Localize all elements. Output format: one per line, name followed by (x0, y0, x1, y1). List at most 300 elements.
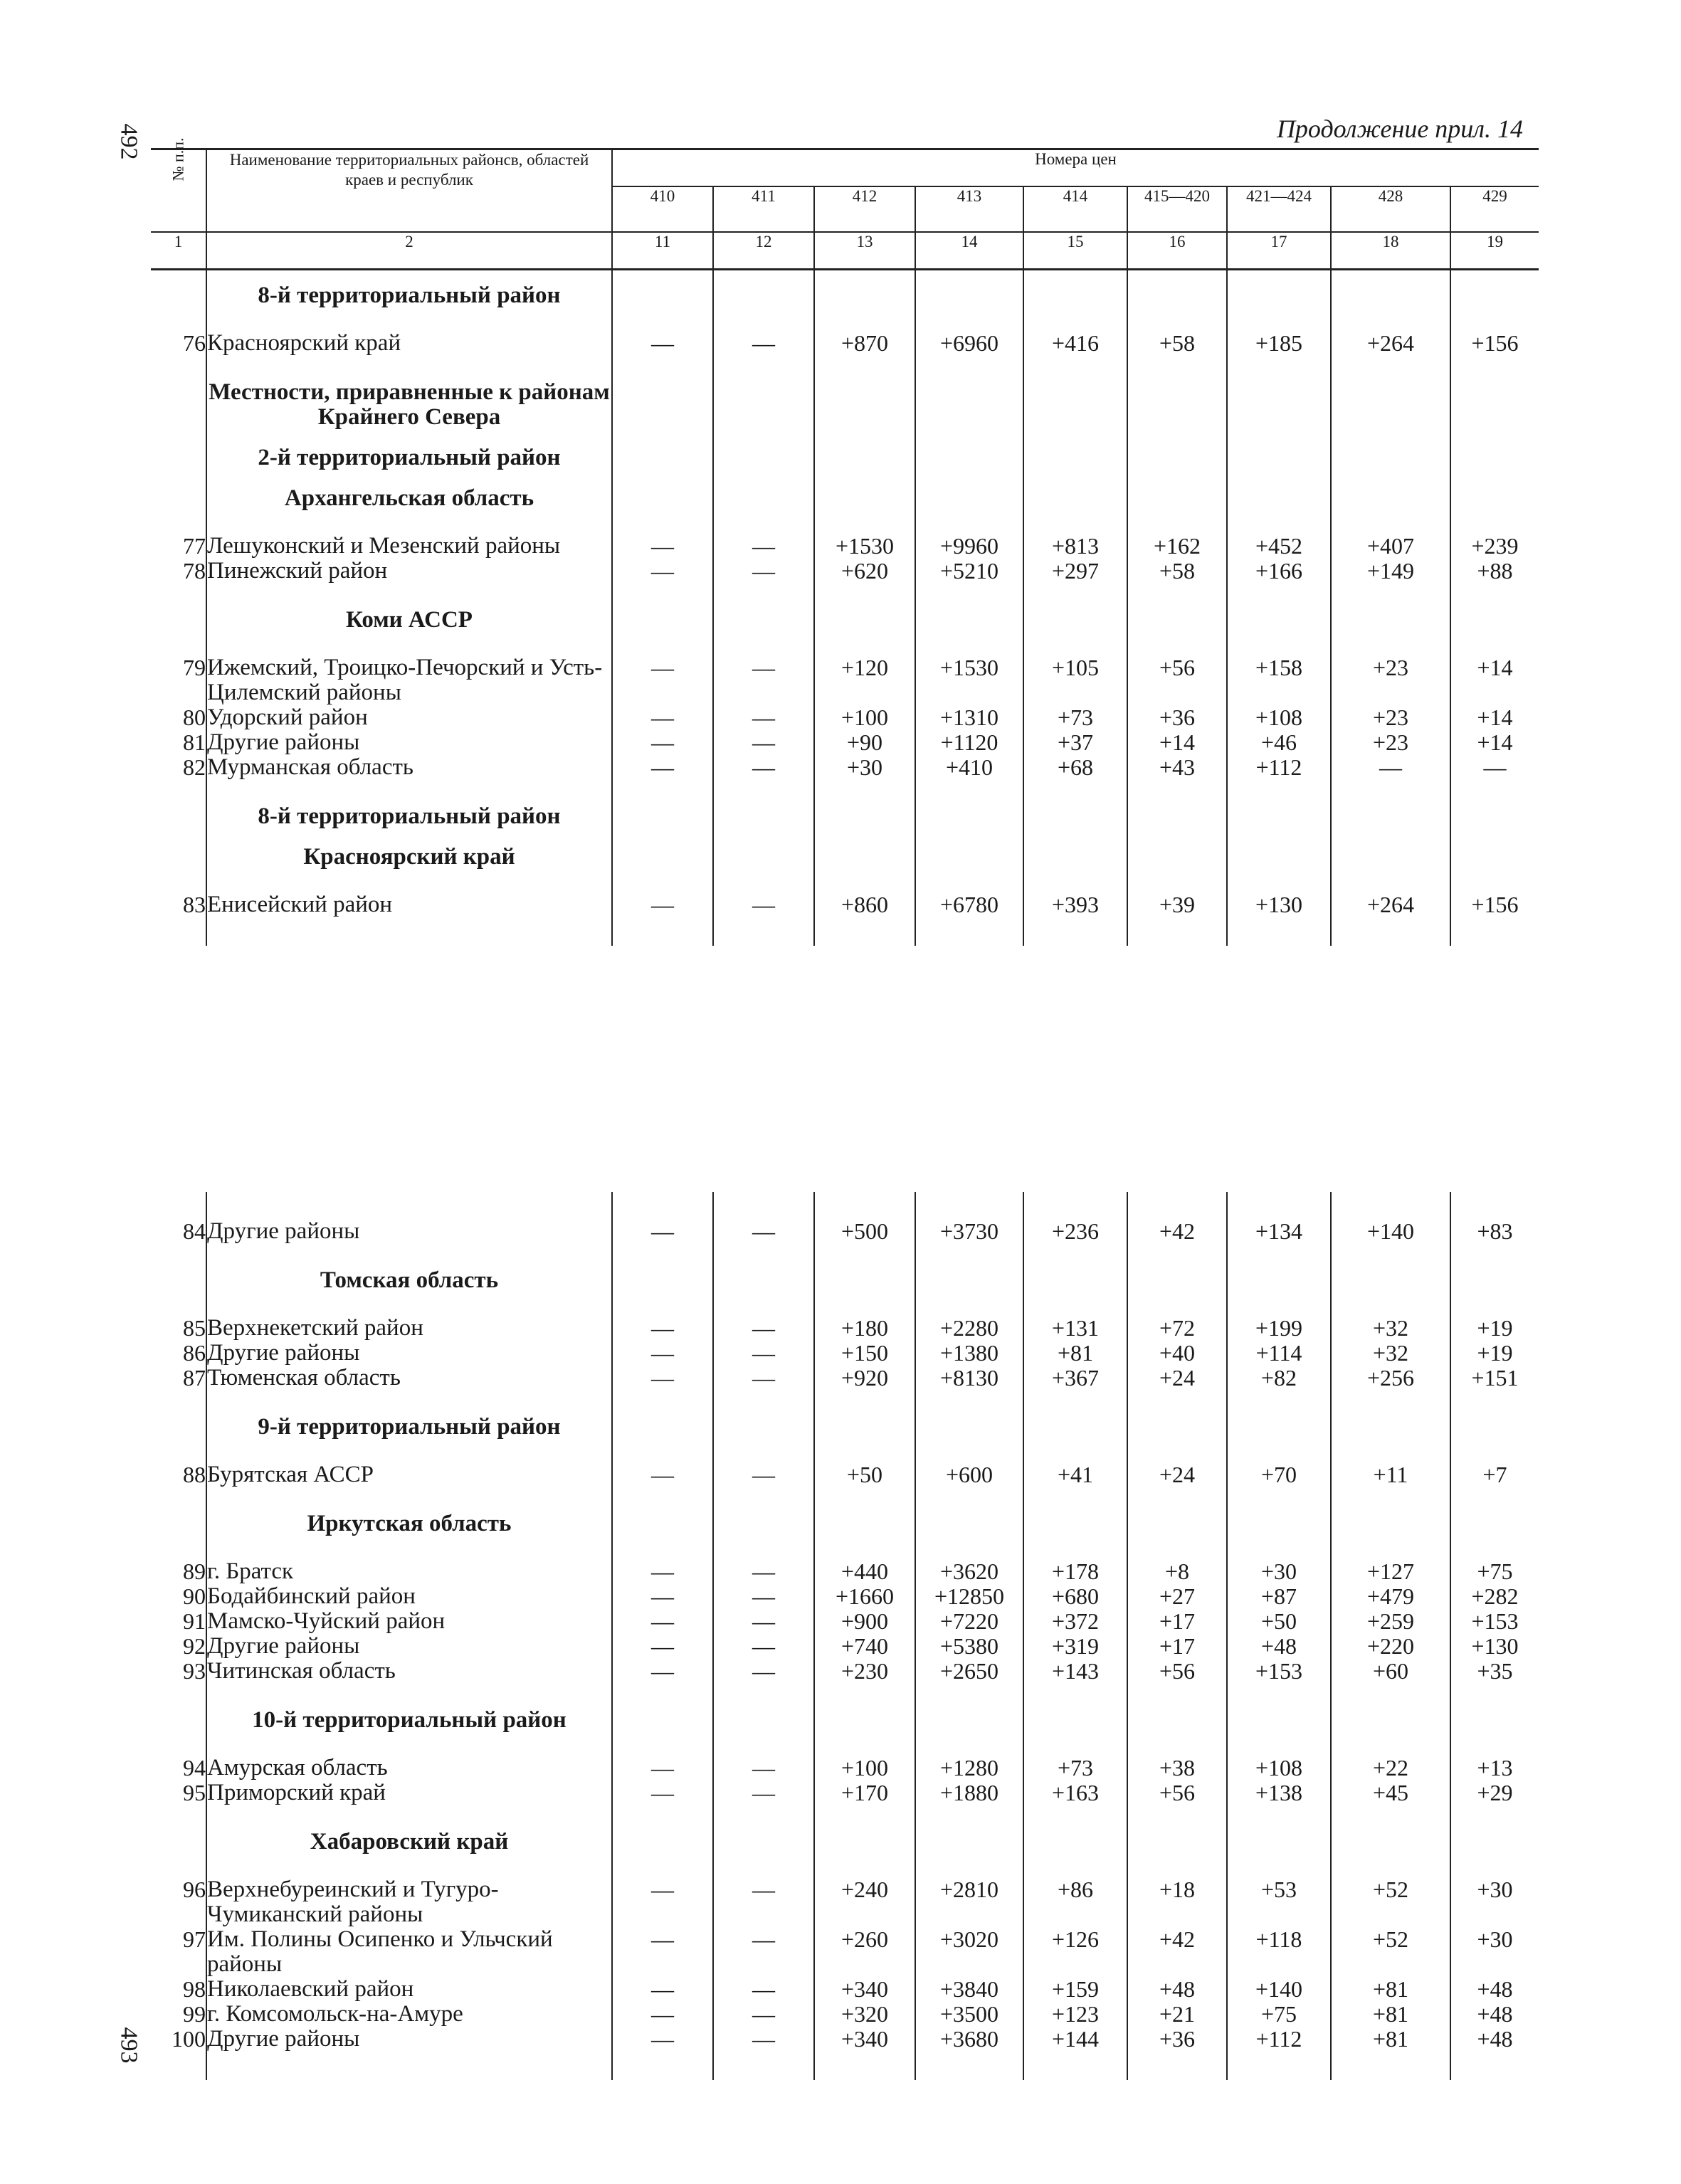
bottom-rows (151, 1192, 1539, 2080)
price-value: +138 (1227, 1781, 1331, 1805)
empty-cell (206, 2052, 612, 2080)
price-value: +36 (1127, 2027, 1227, 2052)
table-bottom-spacer (151, 917, 1539, 946)
price-value: +6780 (915, 870, 1023, 917)
row-number: 78 (183, 558, 206, 584)
price-value: — (713, 1781, 814, 1805)
price-value: +100 (814, 705, 915, 730)
row-number: 92 (183, 1633, 206, 1659)
empty-cell (1227, 780, 1331, 829)
price-value: +48 (1227, 1634, 1331, 1659)
price-value: +17 (1127, 1634, 1227, 1659)
price-value: +86 (1023, 1855, 1127, 1927)
price-value: +120 (814, 633, 915, 705)
price-value: +1660 (814, 1584, 915, 1609)
section-heading: Хабаровский край (206, 1805, 612, 1855)
empty-cell (1023, 780, 1127, 829)
row-number: 76 (183, 330, 206, 356)
empty-cell (1331, 1391, 1450, 1440)
price-value: +18 (1127, 1855, 1227, 1927)
price-value: — (612, 1977, 713, 2002)
continuation-note: Продолжение прил. 14 (1276, 115, 1523, 143)
table-row (151, 1855, 1539, 1927)
district-name: Лешуконский и Мезенский районы (206, 511, 612, 559)
district-name: Енисейский район (206, 870, 612, 917)
price-value: +159 (1023, 1977, 1127, 2002)
column-number: 18 (1331, 232, 1450, 270)
price-value: +134 (1227, 1192, 1331, 1244)
page-number-top: 492 (115, 123, 142, 160)
price-value: — (1483, 754, 1507, 780)
price-value: +163 (1023, 1781, 1127, 1805)
price-value: +1310 (915, 705, 1023, 730)
empty-cell (1331, 470, 1450, 511)
row-number (151, 1487, 206, 1536)
district-name: Бурятская АССР (206, 1440, 612, 1487)
price-value: +27 (1127, 1584, 1227, 1609)
table-row (151, 755, 1539, 780)
empty-cell (814, 584, 915, 633)
price-value: +297 (1023, 559, 1127, 584)
empty-cell (915, 430, 1023, 470)
price-value: +393 (1023, 870, 1127, 917)
section-heading-row (151, 356, 1539, 430)
price-value: +156 (1471, 330, 1519, 356)
section-heading: 2-й территориальный район (206, 430, 612, 470)
price-value: +50 (814, 1440, 915, 1487)
section-heading: Красноярский край (206, 829, 612, 870)
empty-cell (1227, 1684, 1331, 1733)
empty-cell (1127, 1684, 1227, 1733)
price-value: +680 (1023, 1584, 1127, 1609)
empty-cell (713, 2052, 814, 2080)
empty-cell (612, 780, 713, 829)
empty-cell (1023, 1805, 1127, 1855)
empty-cell (1450, 780, 1539, 829)
row-number (151, 584, 206, 633)
top-rows (151, 270, 1539, 946)
price-value: — (612, 2027, 713, 2052)
price-value: +108 (1227, 705, 1331, 730)
empty-cell (713, 1487, 814, 1536)
price-value: +24 (1127, 1440, 1227, 1487)
price-value: +53 (1227, 1855, 1331, 1927)
price-value: — (612, 705, 713, 730)
price-value: +30 (1477, 1926, 1513, 1952)
table-row (151, 1440, 1539, 1487)
column-numbers-row (151, 232, 1539, 270)
price-value: +81 (1331, 2002, 1450, 2027)
price-value: +70 (1227, 1440, 1331, 1487)
price-value: +130 (1227, 870, 1331, 917)
price-code-header: 410 (612, 186, 713, 232)
empty-cell (1331, 584, 1450, 633)
empty-cell (915, 356, 1023, 430)
empty-cell (1023, 356, 1127, 430)
table-row (151, 1781, 1539, 1805)
empty-cell (612, 270, 713, 309)
group-header: Номера цен (612, 149, 1539, 187)
table-row (151, 1977, 1539, 2002)
price-value: — (713, 2002, 814, 2027)
row-number: 98 (183, 1976, 206, 2002)
empty-cell (1023, 584, 1127, 633)
empty-cell (1023, 829, 1127, 870)
price-value: +199 (1227, 1293, 1331, 1341)
price-value: — (612, 730, 713, 755)
row-number: 96 (183, 1877, 206, 1902)
price-code-header: 421—424 (1227, 186, 1331, 232)
price-value: — (713, 1293, 814, 1341)
empty-cell (1127, 1487, 1227, 1536)
empty-cell (206, 917, 612, 946)
price-value: +88 (1477, 558, 1513, 584)
row-number: 94 (183, 1755, 206, 1781)
price-value: +52 (1331, 1927, 1450, 1977)
empty-cell (713, 270, 814, 309)
column-number: 11 (612, 232, 713, 270)
price-value: — (612, 2002, 713, 2027)
empty-cell (814, 1244, 915, 1293)
price-value: +35 (1477, 1658, 1513, 1684)
empty-cell (814, 1805, 915, 1855)
price-value: +127 (1331, 1536, 1450, 1584)
price-value: — (612, 1192, 713, 1244)
column-number: 12 (713, 232, 814, 270)
price-value: +32 (1331, 1341, 1450, 1366)
price-value: +90 (814, 730, 915, 755)
section-heading-row (151, 1487, 1539, 1536)
price-value: +407 (1331, 511, 1450, 559)
row-number: 85 (183, 1315, 206, 1341)
price-code-header: 411 (713, 186, 814, 232)
empty-cell (1227, 270, 1331, 309)
section-heading-row (151, 1244, 1539, 1293)
price-value: +3500 (915, 2002, 1023, 2027)
price-value: +38 (1127, 1733, 1227, 1781)
price-value: — (612, 755, 713, 780)
empty-cell (915, 1487, 1023, 1536)
row-number: 87 (183, 1365, 206, 1391)
empty-cell (814, 470, 915, 511)
table-row (151, 511, 1539, 559)
column-number: 17 (1227, 232, 1331, 270)
row-number: 90 (183, 1583, 206, 1609)
empty-cell (713, 1391, 814, 1440)
empty-cell (1127, 430, 1227, 470)
empty-cell (1127, 1805, 1227, 1855)
empty-cell (1023, 470, 1127, 511)
empty-cell (713, 584, 814, 633)
district-name: Бодайбинский район (206, 1584, 612, 1609)
price-value: +82 (1227, 1366, 1331, 1391)
price-value: +260 (814, 1927, 915, 1977)
section-heading-row (151, 430, 1539, 470)
row-number: 91 (183, 1608, 206, 1634)
price-value: +230 (814, 1659, 915, 1684)
price-table-bottom (151, 1192, 1539, 2080)
empty-cell (1023, 1244, 1127, 1293)
price-value: +23 (1331, 730, 1450, 755)
price-value: +14 (1477, 705, 1513, 730)
price-value: — (713, 1977, 814, 2002)
empty-cell (1331, 780, 1450, 829)
column-number: 14 (915, 232, 1023, 270)
row-number: 79 (183, 655, 206, 680)
price-value: +153 (1227, 1659, 1331, 1684)
price-value: +153 (1471, 1608, 1519, 1634)
empty-cell (1023, 270, 1127, 309)
row-number: 80 (183, 705, 206, 730)
price-value: +58 (1127, 559, 1227, 584)
price-value: +23 (1331, 705, 1450, 730)
section-heading: Томская область (206, 1244, 612, 1293)
table-row (151, 2027, 1539, 2052)
empty-cell (1227, 584, 1331, 633)
section-heading-row (151, 270, 1539, 309)
empty-cell (1450, 356, 1539, 430)
price-value: +143 (1023, 1659, 1127, 1684)
price-value: +870 (814, 308, 915, 356)
empty-cell (1450, 1684, 1539, 1733)
price-value: +48 (1127, 1977, 1227, 2002)
price-value: +1530 (814, 511, 915, 559)
price-value: +126 (1023, 1927, 1127, 1977)
empty-cell (612, 584, 713, 633)
price-value: +166 (1227, 559, 1331, 584)
section-heading-row (151, 780, 1539, 829)
price-value: +3730 (915, 1192, 1023, 1244)
price-value: +1880 (915, 1781, 1023, 1805)
price-value: +282 (1471, 1583, 1519, 1609)
name-header: Наименование территориальных районсв, областей краев и республик (206, 149, 612, 233)
price-table-top (151, 137, 1539, 946)
district-name: Читинская область (206, 1659, 612, 1684)
price-code-header: 414 (1023, 186, 1127, 232)
row-number: 89 (183, 1558, 206, 1584)
empty-cell (814, 829, 915, 870)
price-value: +2810 (915, 1855, 1023, 1927)
price-value: — (713, 511, 814, 559)
empty-cell (814, 270, 915, 309)
price-value: +813 (1023, 511, 1127, 559)
price-value: +14 (1127, 730, 1227, 755)
section-heading: Иркутская область (206, 1487, 612, 1536)
row-number (151, 1391, 206, 1440)
price-value: +2280 (915, 1293, 1023, 1341)
table-row (151, 1927, 1539, 1977)
empty-cell (1331, 1244, 1450, 1293)
row-number (151, 356, 206, 430)
price-value: +130 (1471, 1633, 1519, 1659)
price-value: +620 (814, 559, 915, 584)
price-value: +112 (1227, 2027, 1331, 2052)
price-value: +8130 (915, 1366, 1023, 1391)
row-number: 95 (183, 1780, 206, 1805)
empty-cell (151, 2052, 206, 2080)
row-number (151, 829, 206, 870)
price-value: +440 (814, 1536, 915, 1584)
price-value: +240 (814, 1855, 915, 1927)
price-value: +45 (1331, 1781, 1450, 1805)
price-value: +452 (1227, 511, 1331, 559)
table-row (151, 1634, 1539, 1659)
price-value: +118 (1227, 1927, 1331, 1977)
empty-cell (915, 1805, 1023, 1855)
price-value: +75 (1477, 1558, 1513, 1584)
empty-cell (814, 1684, 915, 1733)
price-value: — (612, 559, 713, 584)
price-value: +256 (1331, 1366, 1450, 1391)
price-value: +52 (1331, 1855, 1450, 1927)
empty-cell (612, 430, 713, 470)
empty-cell (1023, 1487, 1127, 1536)
empty-cell (1331, 917, 1450, 946)
price-value: +37 (1023, 730, 1127, 755)
row-number (151, 1684, 206, 1733)
price-value: +158 (1227, 633, 1331, 705)
table-row (151, 633, 1539, 705)
empty-cell (1127, 1244, 1227, 1293)
empty-cell (1450, 1805, 1539, 1855)
price-value: +151 (1471, 1365, 1519, 1391)
price-value: — (713, 1584, 814, 1609)
price-value: +87 (1227, 1584, 1331, 1609)
table-row (151, 559, 1539, 584)
empty-cell (1023, 2052, 1127, 2080)
price-value: +372 (1023, 1609, 1127, 1634)
empty-cell (713, 430, 814, 470)
empty-cell (915, 780, 1023, 829)
price-value: +149 (1331, 559, 1450, 584)
row-number: 82 (183, 754, 206, 780)
npp-header: № п.п. (151, 149, 206, 233)
price-value: +30 (814, 755, 915, 780)
price-value: +1530 (915, 633, 1023, 705)
price-value: — (612, 308, 713, 356)
price-value: — (713, 1927, 814, 1977)
row-number: 86 (183, 1340, 206, 1366)
price-value: +8 (1127, 1536, 1227, 1584)
price-value: — (713, 730, 814, 755)
section-heading: 8-й территориальный район (206, 270, 612, 309)
price-value: +41 (1023, 1440, 1127, 1487)
section-heading-row (151, 584, 1539, 633)
empty-cell (1127, 829, 1227, 870)
price-value: — (612, 1536, 713, 1584)
empty-cell (612, 470, 713, 511)
row-number (151, 430, 206, 470)
price-value: +105 (1023, 633, 1127, 705)
price-value: +3680 (915, 2027, 1023, 2052)
district-name: Пинежский район (206, 559, 612, 584)
price-value: +30 (1227, 1536, 1331, 1584)
empty-cell (612, 2052, 713, 2080)
empty-cell (612, 917, 713, 946)
price-value: +144 (1023, 2027, 1127, 2052)
district-name: г. Братск (206, 1536, 612, 1584)
section-heading: 10-й территориальный район (206, 1684, 612, 1733)
empty-cell (915, 829, 1023, 870)
table-row (151, 705, 1539, 730)
empty-cell (1450, 584, 1539, 633)
empty-cell (713, 356, 814, 430)
price-value: +7220 (915, 1609, 1023, 1634)
price-value: +220 (1331, 1634, 1450, 1659)
empty-cell (612, 829, 713, 870)
price-value: +30 (1477, 1877, 1513, 1902)
row-number: 99 (183, 2001, 206, 2027)
price-value: +100 (814, 1733, 915, 1781)
empty-cell (713, 1805, 814, 1855)
price-value: — (713, 1659, 814, 1684)
empty-cell (1450, 1244, 1539, 1293)
empty-cell (1331, 430, 1450, 470)
price-value: +900 (814, 1609, 915, 1634)
price-value: — (612, 1293, 713, 1341)
price-value: — (612, 1659, 713, 1684)
price-value: — (612, 1609, 713, 1634)
price-value: — (713, 1192, 814, 1244)
row-number: 77 (183, 533, 206, 559)
price-value: — (713, 1440, 814, 1487)
price-value: +56 (1127, 1781, 1227, 1805)
price-value: +108 (1227, 1733, 1331, 1781)
table-row (151, 1192, 1539, 1244)
empty-cell (814, 430, 915, 470)
price-value: +60 (1331, 1659, 1450, 1684)
price-value: +131 (1023, 1293, 1127, 1341)
page-number-bottom: 493 (115, 2027, 142, 2064)
row-number: 84 (183, 1218, 206, 1244)
empty-cell (713, 917, 814, 946)
price-value: +185 (1227, 308, 1331, 356)
price-value: — (612, 1634, 713, 1659)
price-value: — (713, 559, 814, 584)
district-name: Другие районы (206, 1341, 612, 1366)
price-value: +860 (814, 870, 915, 917)
price-value: +259 (1331, 1609, 1450, 1634)
table-row (151, 1733, 1539, 1781)
empty-cell (1450, 917, 1539, 946)
price-value: +32 (1331, 1293, 1450, 1341)
price-value: +1380 (915, 1341, 1023, 1366)
empty-cell (1227, 2052, 1331, 2080)
row-number: 100 (172, 2026, 206, 2052)
price-value: +17 (1127, 1609, 1227, 1634)
price-value: +48 (1477, 2001, 1513, 2027)
empty-cell (1331, 270, 1450, 309)
table-row (151, 1659, 1539, 1684)
empty-cell (1127, 270, 1227, 309)
row-number (151, 1805, 206, 1855)
price-value: +170 (814, 1781, 915, 1805)
section-heading: 8-й территориальный район (206, 780, 612, 829)
table-row (151, 1609, 1539, 1634)
row-number (151, 780, 206, 829)
price-value: +12850 (915, 1584, 1023, 1609)
price-value: +40 (1127, 1341, 1227, 1366)
empty-cell (1331, 1805, 1450, 1855)
price-value: +3620 (915, 1536, 1023, 1584)
section-heading-row (151, 1391, 1539, 1440)
row-number: 83 (183, 892, 206, 917)
price-value: +740 (814, 1634, 915, 1659)
district-name: Другие районы (206, 1634, 612, 1659)
section-heading: Архангельская область (206, 470, 612, 511)
empty-cell (814, 780, 915, 829)
empty-cell (1127, 584, 1227, 633)
